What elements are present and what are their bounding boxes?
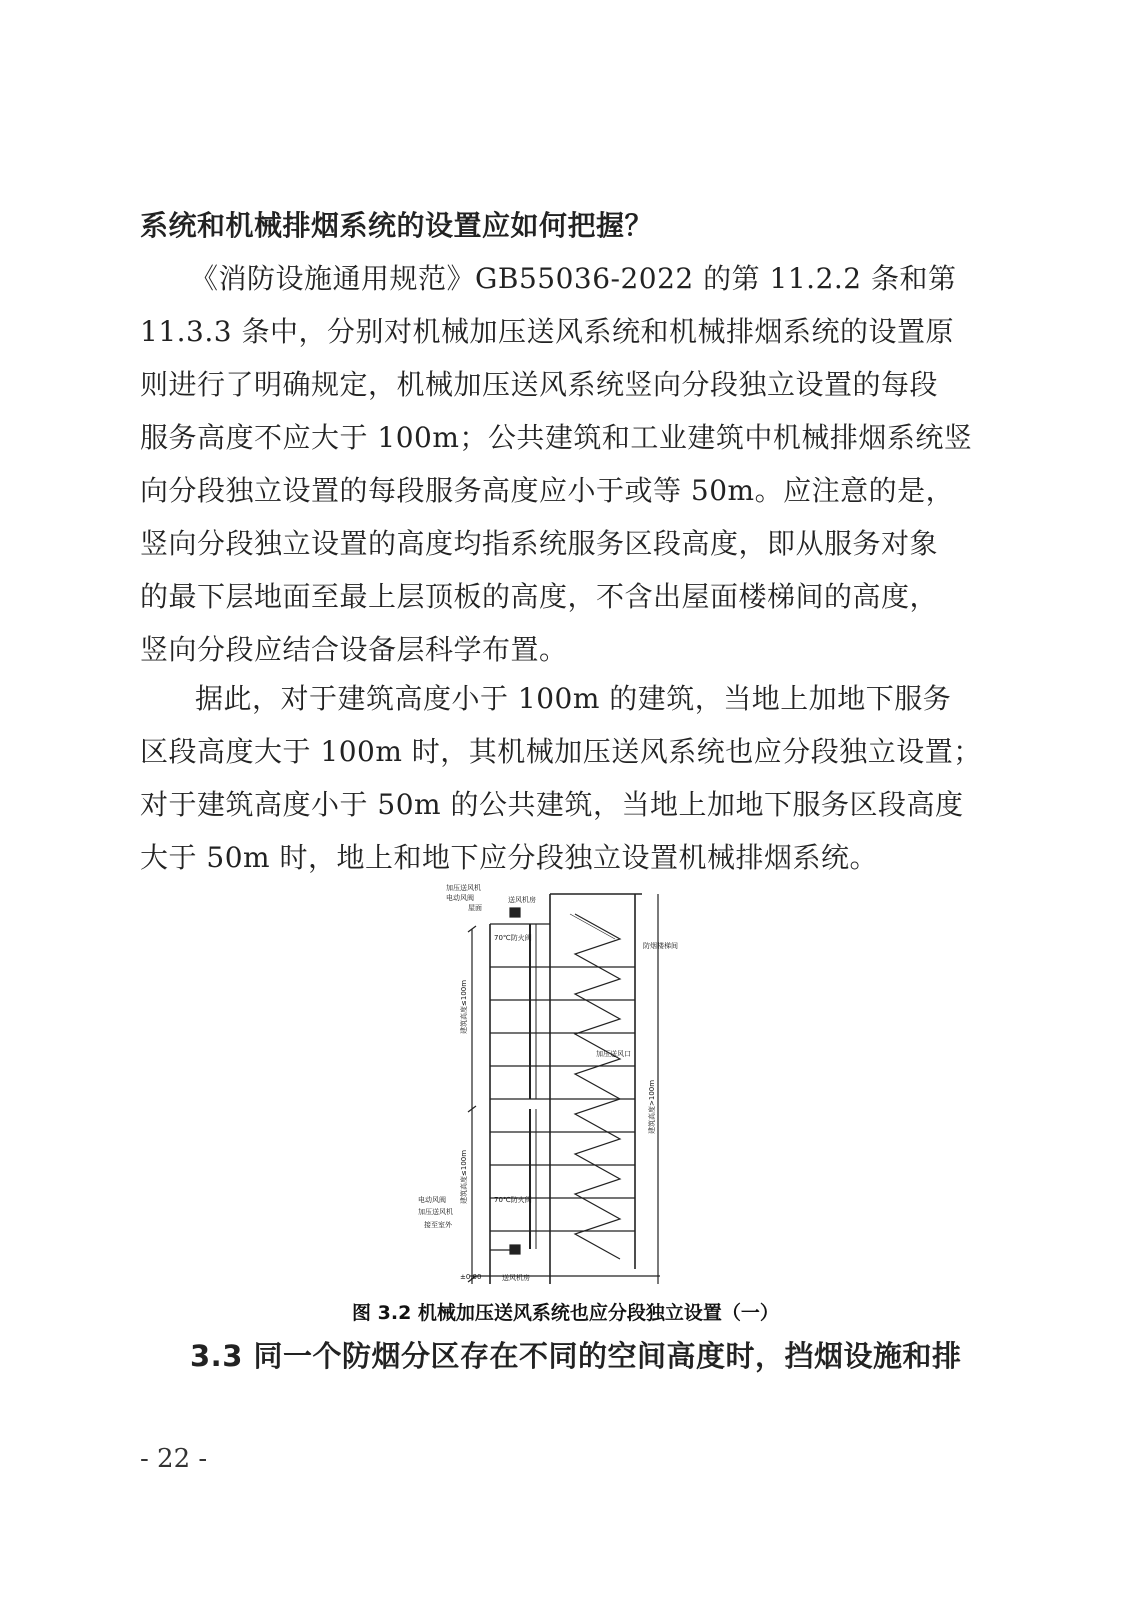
paragraph-line: 竖向分段应结合设备层科学布置。 [140,633,568,666]
paragraph-line: 大于 50m 时，地上和地下应分段独立设置机械排烟系统。 [140,841,878,874]
label-height-lower: 建筑高度≤100m [460,1149,468,1204]
paragraph-line: 向分段独立设置的每段服务高度应小于或等 50m。应注意的是， [140,474,955,507]
label-fan-bottom: 加压送风机 [418,1208,453,1216]
label-stairwell: 防烟楼梯间 [643,942,678,950]
label-height-total: 建筑高度>100m [648,1079,656,1134]
label-damper-top: 电动风阀 [446,894,474,902]
label-damper-bottom: 电动风阀 [418,1196,446,1204]
paragraph-line: 的最下层地面至最上层顶板的高度，不含出屋面楼梯间的高度， [140,580,939,613]
label-outlet: 加压送风口 [596,1050,631,1058]
paragraph-line: 竖向分段独立设置的高度均指系统服务区段高度，即从服务对象 [140,527,939,560]
paragraph-line: 区段高度大于 100m 时，其机械加压送风系统也应分段独立设置； [140,735,982,768]
paragraph-line: 服务高度不应大于 100m；公共建筑和工业建筑中机械排烟系统竖 [140,421,973,454]
page-number: - 22 - [140,1444,208,1474]
label-machine-room-top: 送风机房 [508,896,536,904]
label-outdoor: 接至室外 [424,1221,452,1229]
label-fan-top: 加压送风机 [446,884,481,892]
heading: 系统和机械排烟系统的设置应如何把握？ [140,209,654,242]
label-fire-damper-bottom: 70℃防火阀 [494,1196,532,1204]
label-machine-room-bottom: 送风机房 [502,1274,530,1282]
figure-caption: 图 3.2 机械加压送风系统也应分段独立设置（一） [352,1302,779,1324]
label-ground: ±0.00 [460,1273,482,1281]
paragraph-line: 11.3.3 条中，分别对机械加压送风系统和机械排烟系统的设置原 [140,315,954,348]
section-heading: 3.3 同一个防烟分区存在不同的空间高度时，挡烟设施和排 [190,1339,962,1373]
paragraph-line: 则进行了明确规定，机械加压送风系统竖向分段独立设置的每段 [140,368,939,401]
label-roof: 屋面 [468,904,482,912]
label-height-upper: 建筑高度≤100m [460,979,468,1034]
paragraph-line: 对于建筑高度小于 50m 的公共建筑，当地上加地下服务区段高度 [140,788,964,821]
label-fire-damper-top: 70℃防火阀 [494,934,532,942]
paragraph-line: 据此，对于建筑高度小于 100m 的建筑，当地上加地下服务 [195,682,952,715]
paragraph-line: 《消防设施通用规范》GB55036-2022 的第 11.2.2 条和第 [190,262,957,295]
pressurization-section-diagram [410,884,710,1294]
